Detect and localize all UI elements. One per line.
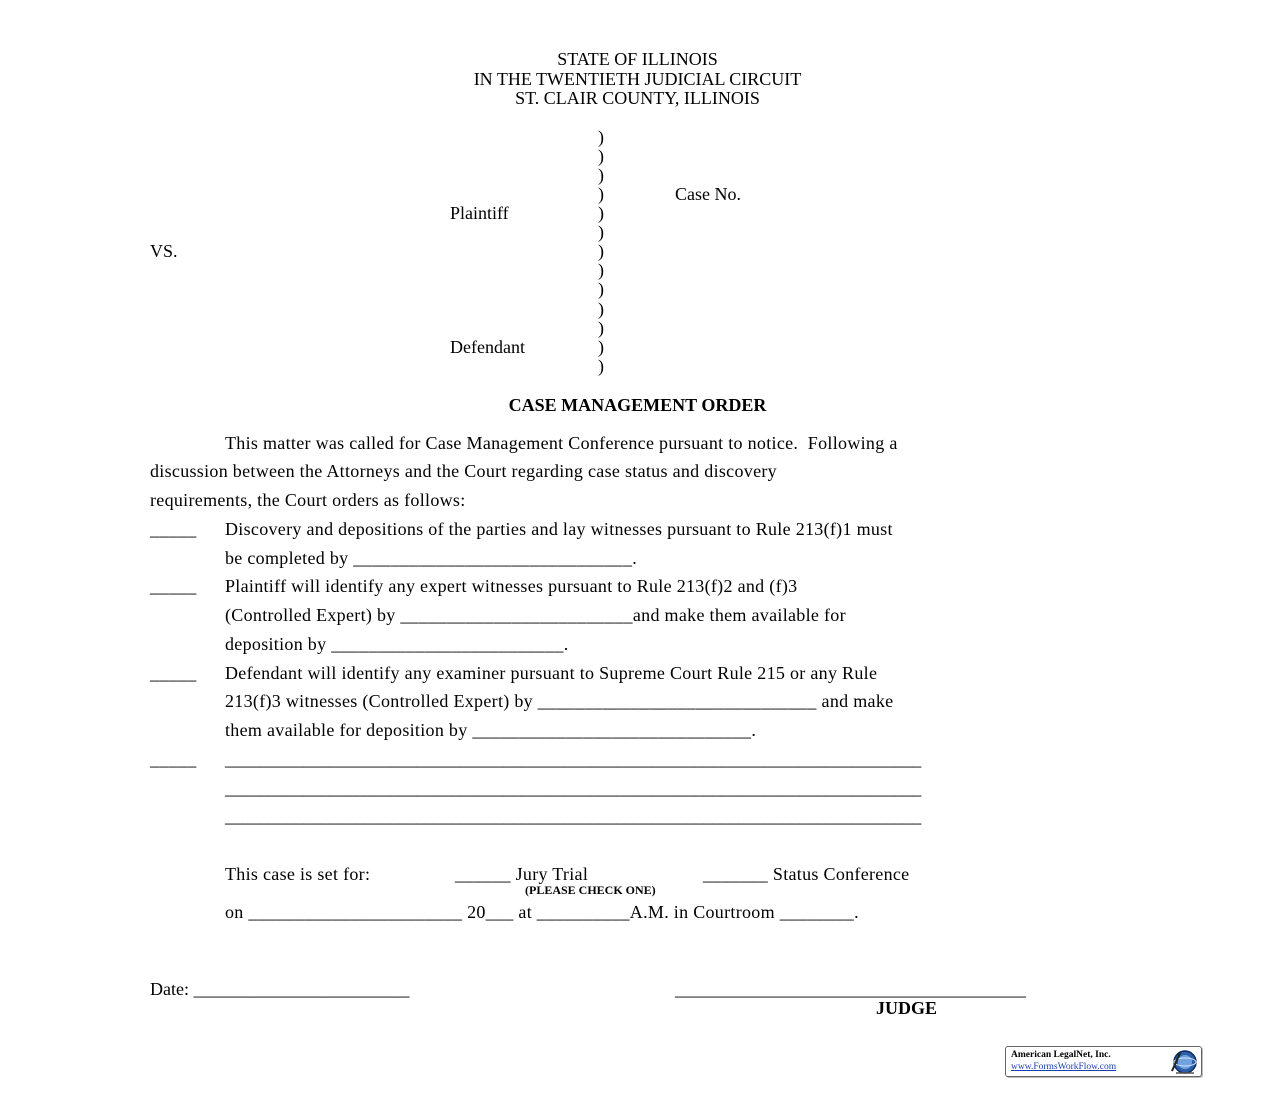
blank-fill-line[interactable]: ________________________________________________________________________________ [225,778,922,798]
item-text[interactable]: 213(f)3 witnesses (Controlled Expert) by ______________________________ and make [225,691,894,711]
judge-label: JUDGE [876,998,938,1018]
caption-paren: ) [598,318,604,338]
hearing-date-line[interactable]: on _______________________ 20___ at __________A.M. in Courtroom ________. [225,902,859,922]
caption-paren: ) [598,165,604,185]
caption-paren: ) [598,241,604,261]
versus-label: VS. [150,241,178,261]
court-circuit: IN THE TWENTIETH JUDICIAL CIRCUIT [473,69,802,89]
caption-paren: ) [598,184,604,204]
please-check-one-note: (PLEASE CHECK ONE) [525,883,656,897]
court-state: STATE OF ILLINOIS [557,49,718,69]
caption-paren: ) [598,222,604,242]
case-set-for-label: This case is set for: [225,864,371,884]
caption-paren: ) [598,203,604,223]
intro-line: requirements, the Court orders as follows: [150,490,466,510]
date-field[interactable]: Date: ________________________ [150,979,410,999]
caption-paren: ) [598,299,604,319]
intro-line: This matter was called for Case Management Conference pursuant to notice. Following a [225,433,898,453]
status-conference-option[interactable]: _______ Status Conference [703,864,910,884]
item-text: Plaintiff will identify any expert witnesses pursuant to Rule 213(f)2 and (f)3 [225,576,798,596]
judge-signature-line[interactable]: _______________________________________ [675,979,1026,999]
item-text[interactable]: be completed by ______________________________. [225,548,638,568]
item-checkbox-blank[interactable]: _____ [150,519,197,539]
item-text: Defendant will identify any examiner pursuant to Supreme Court Rule 215 or any Rule [225,663,878,683]
blank-fill-line[interactable]: ________________________________________________________________________________ [225,806,922,826]
caption-paren: ) [598,146,604,166]
globe-logo-icon [1170,1049,1198,1080]
intro-line: discussion between the Attorneys and the Court regarding case status and discovery [150,461,777,481]
jury-trial-option[interactable]: ______ Jury Trial [455,864,589,884]
court-county: ST. CLAIR COUNTY, ILLINOIS [515,88,760,108]
badge-url-link[interactable]: www.FormsWorkFlow.com [1011,1062,1117,1072]
item-checkbox-blank[interactable]: _____ [150,663,197,683]
case-number-label: Case No. [675,184,741,204]
document-title: CASE MANAGEMENT ORDER [508,395,767,415]
item-text[interactable]: deposition by _________________________. [225,634,569,654]
caption-paren: ) [598,356,604,376]
item-checkbox-blank[interactable]: _____ [150,749,197,769]
defendant-label: Defendant [450,337,525,357]
item-checkbox-blank[interactable]: _____ [150,576,197,596]
item-text: Discovery and depositions of the parties and lay witnesses pursuant to Rule 213(f)1 must [225,519,893,539]
badge-company-name: American LegalNet, Inc. [1011,1050,1111,1060]
blank-fill-line[interactable]: ________________________________________________________________________________ [225,749,922,769]
plaintiff-label: Plaintiff [450,203,509,223]
caption-paren: ) [598,260,604,280]
item-text[interactable]: (Controlled Expert) by _________________________and make them available for [225,605,846,625]
caption-paren: ) [598,127,604,147]
caption-paren: ) [598,337,604,357]
item-text[interactable]: them available for deposition by ______________________________. [225,720,757,740]
caption-paren: ) [598,279,604,299]
forms-workflow-badge[interactable] [1005,1046,1202,1077]
